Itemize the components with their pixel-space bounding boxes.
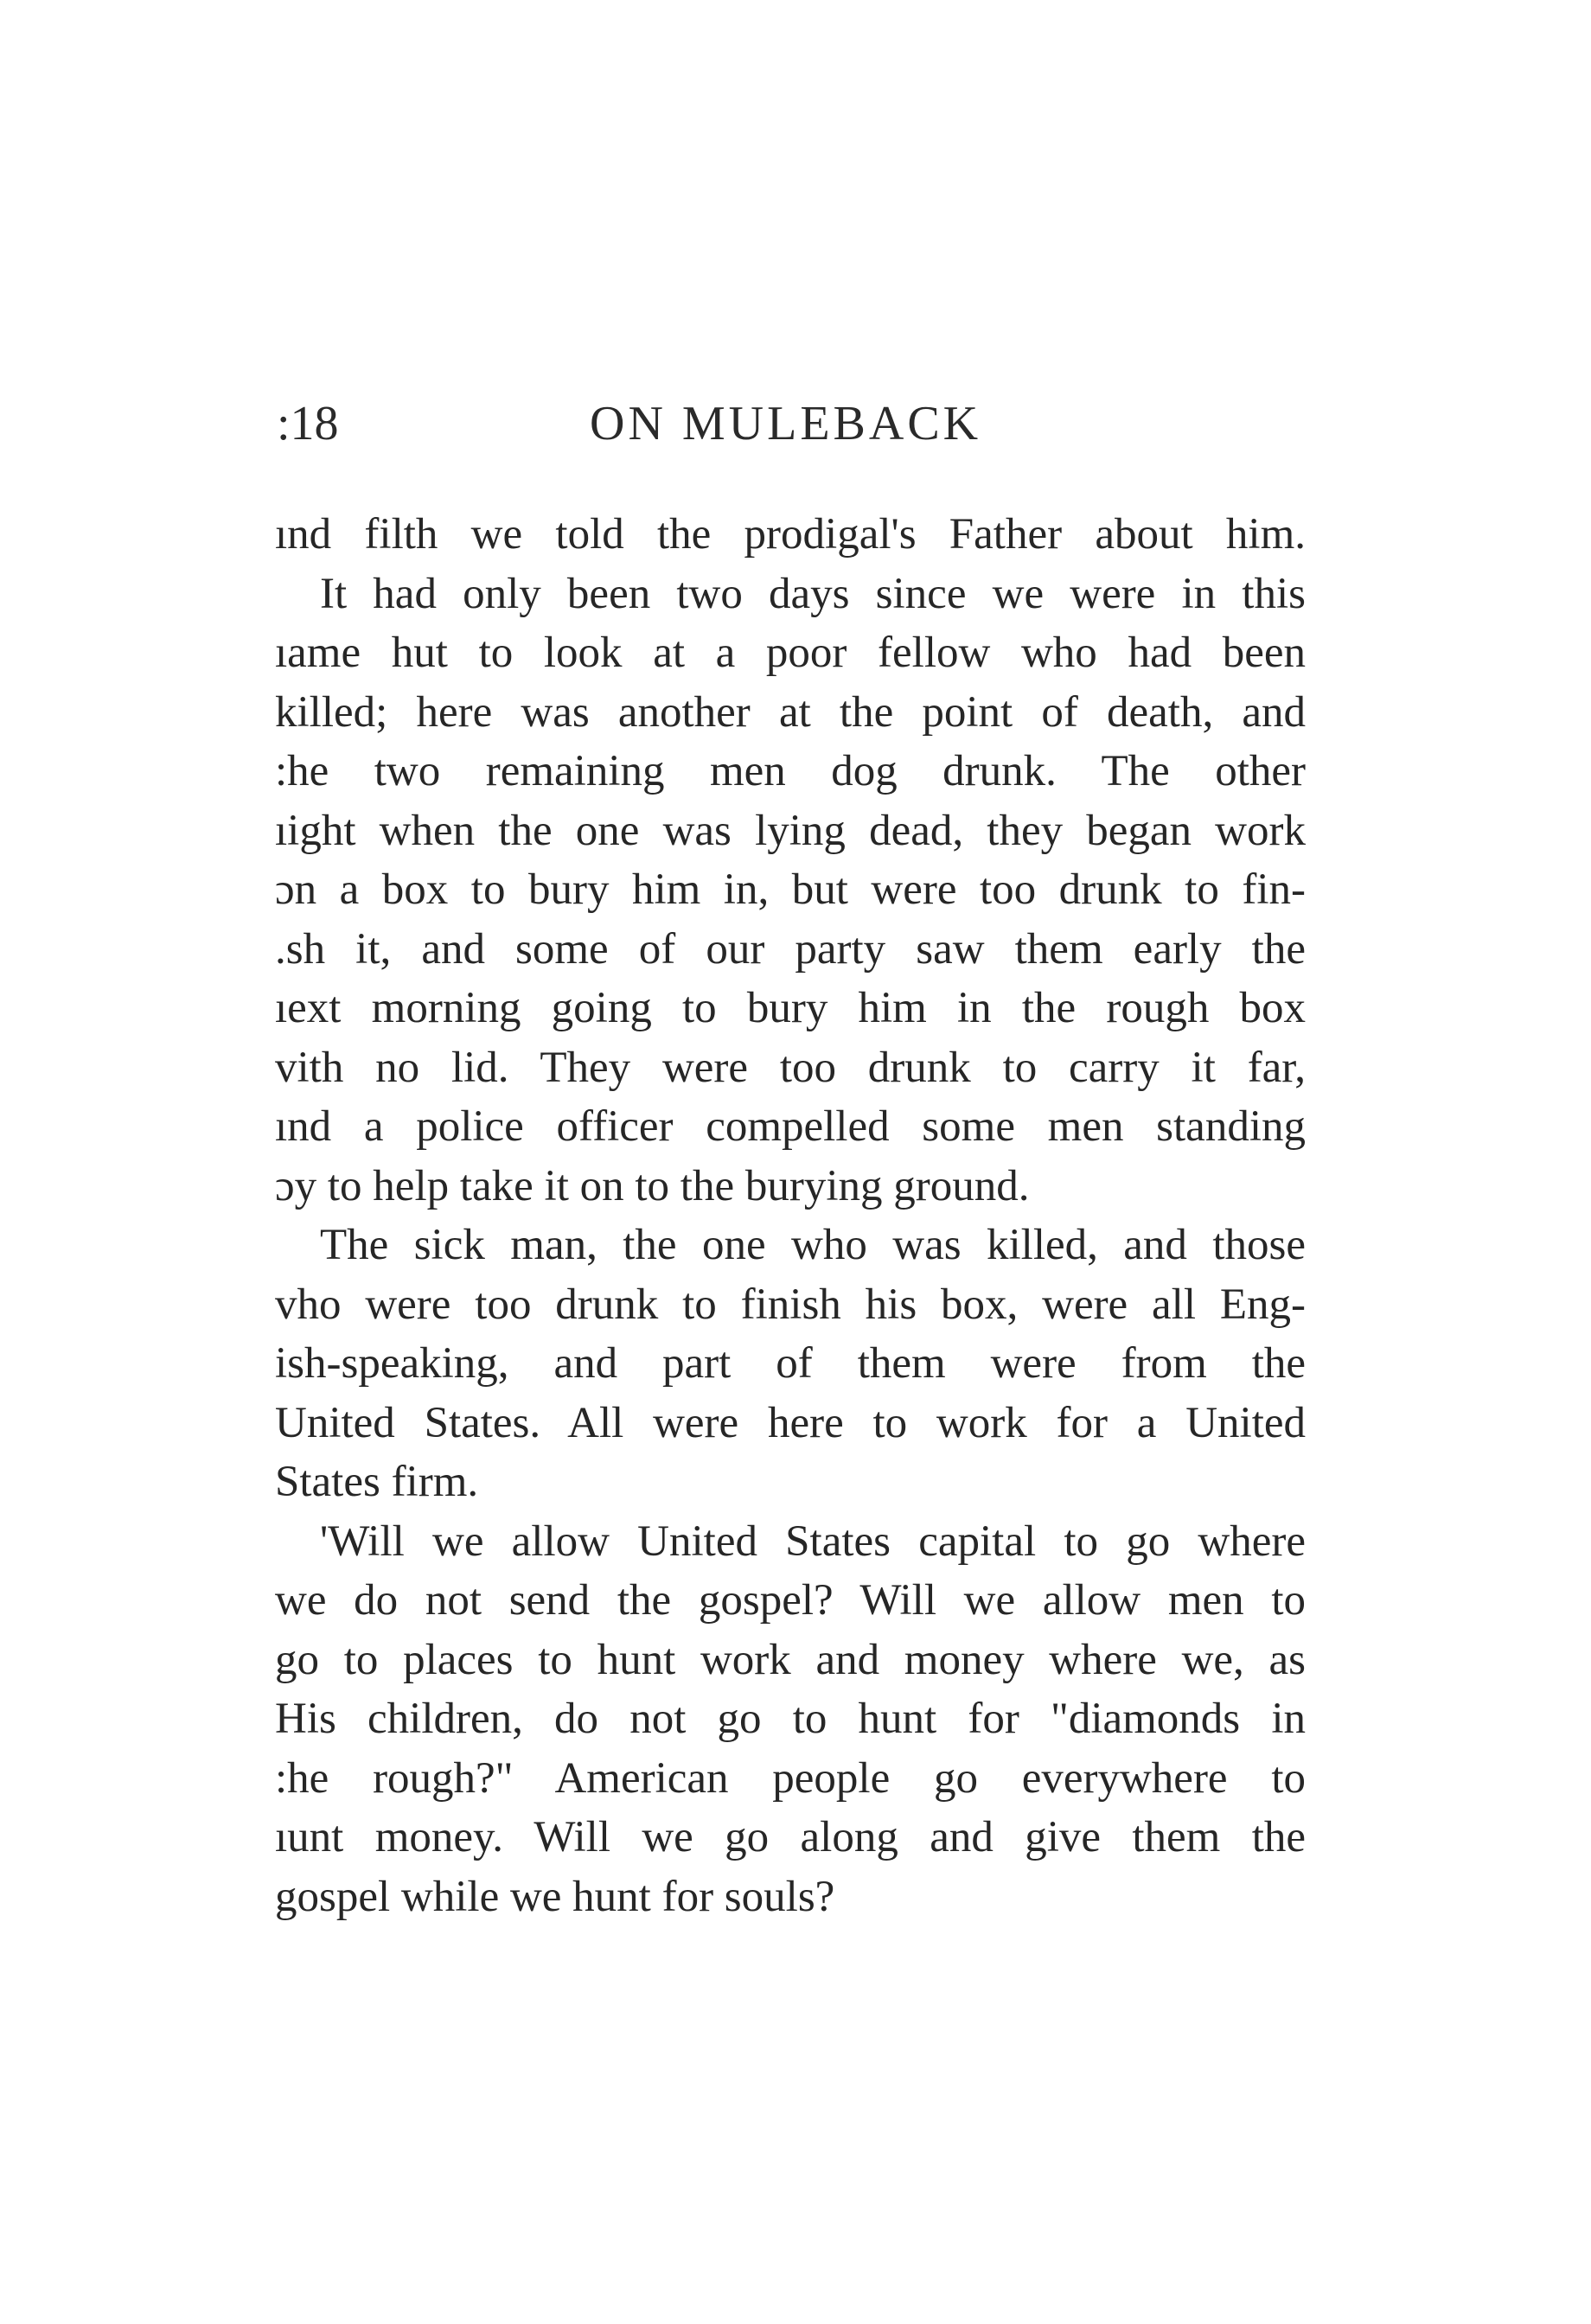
running-title: ON MULEBACK <box>590 397 982 450</box>
running-head <box>277 389 1306 458</box>
page-number: :18 <box>277 397 339 450</box>
text-line: ıext morning going to bury him in the rough box <box>275 984 1306 1032</box>
text-line: ınd filth we told the prodigal's Father about him. <box>275 510 1306 559</box>
text-line: vho were too drunk to finish his box, were all Eng- <box>275 1280 1306 1329</box>
text-line: ɔn a box to bury him in, but were too drunk to fin- <box>275 865 1306 914</box>
text-line: gospel while we hunt for souls? <box>275 1872 835 1921</box>
text-line: ish-speaking, and part of them were from the <box>275 1339 1306 1388</box>
text-line: The sick man, the one who was killed, and those <box>320 1221 1306 1269</box>
text-line: States firm. <box>275 1458 479 1506</box>
text-line: vith no lid. They were too drunk to carry it far, <box>275 1043 1306 1092</box>
text-line: :he rough?" American people go everywhere to <box>275 1753 1306 1803</box>
text-line: United States. All were here to work for a United <box>275 1398 1306 1447</box>
text-line: His children, do not go to hunt for "diamonds in <box>275 1695 1306 1743</box>
text-line: It had only been two days since we were in this <box>320 569 1306 618</box>
text-line: we do not send the gospel? Will we allow men to <box>275 1576 1306 1625</box>
text-line: 'Will we allow United States capital to go where <box>320 1516 1306 1566</box>
text-line: go to places to hunt work and money where we, as <box>275 1635 1306 1684</box>
text-line: .sh it, and some of our party saw them early the <box>275 924 1306 974</box>
text-line: ıight when the one was lying dead, they began work <box>275 806 1306 855</box>
body-text <box>275 505 1306 1926</box>
text-line: ıunt money. Will we go along and give them the <box>275 1813 1306 1861</box>
text-line: ıame hut to look at a poor fellow who had been <box>275 629 1306 677</box>
text-line: killed; here was another at the point of death, and <box>275 687 1306 737</box>
text-line: ınd a police officer compelled some men standing <box>275 1102 1306 1151</box>
text-line: :he two remaining men dog drunk. The other <box>275 747 1306 795</box>
text-line: ɔy to help take it on to the burying ground. <box>275 1161 1030 1210</box>
